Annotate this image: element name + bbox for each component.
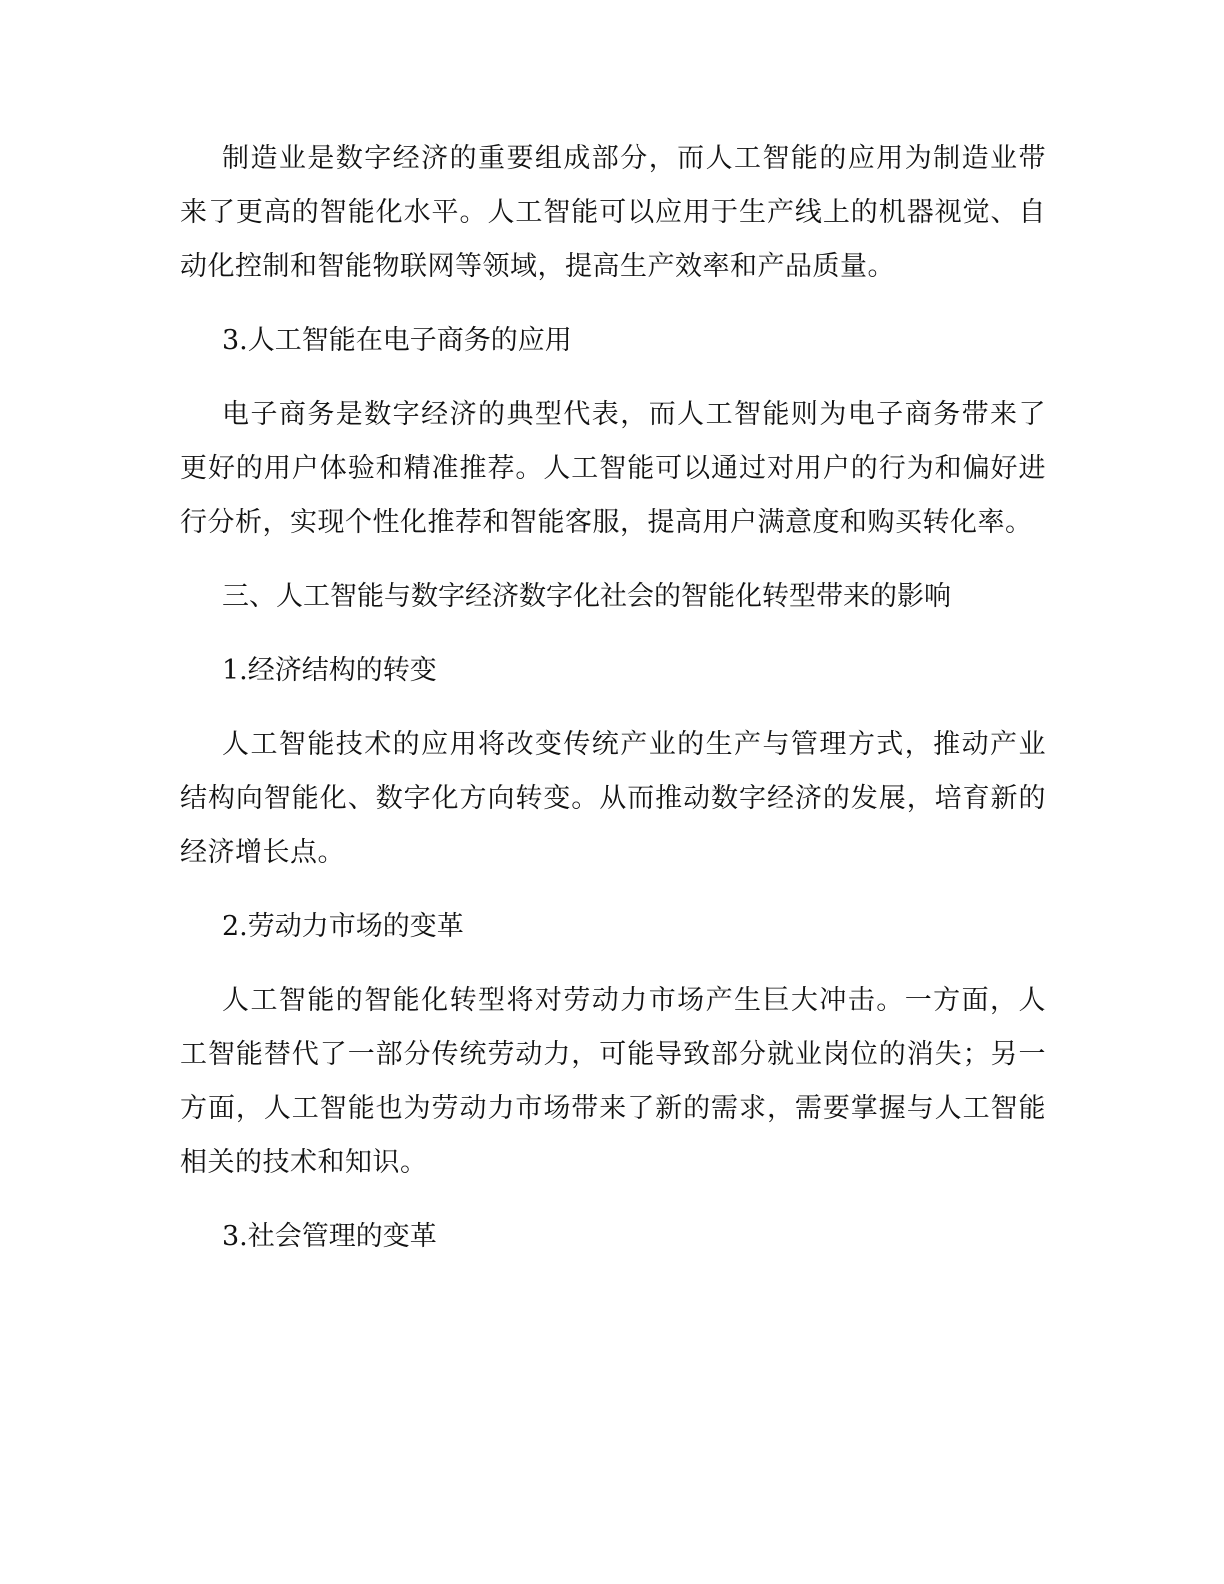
document-page xyxy=(180,132,1046,1264)
spacer xyxy=(180,624,1046,644)
spacer xyxy=(180,954,1046,974)
spacer xyxy=(180,880,1046,900)
section-heading-impact: 三、人工智能与数字经济数字化社会的智能化转型带来的影响 xyxy=(222,581,951,612)
spacer xyxy=(180,698,1046,718)
paragraph-economic-structure: 人工智能技术的应用将改变传统产业的生产与管理方式，推动产业结构向智能化、数字化方向转变。从而推动数字经济的发展，培育新的经济增长点。 xyxy=(180,729,1046,868)
spacer xyxy=(180,550,1046,570)
spacer xyxy=(180,368,1046,388)
heading-ecommerce: 3.人工智能在电子商务的应用 xyxy=(222,325,572,356)
paragraph-manufacturing: 制造业是数字经济的重要组成部分，而人工智能的应用为制造业带来了更高的智能化水平。人工智能可以应用于生产线上的机器视觉、自动化控制和智能物联网等领域，提高生产效率和产品质量。 xyxy=(180,143,1046,282)
heading-labor-market: 2.劳动力市场的变革 xyxy=(222,911,464,942)
spacer xyxy=(180,294,1046,314)
spacer xyxy=(180,1190,1046,1210)
heading-economic-structure: 1.经济结构的转变 xyxy=(222,655,437,686)
paragraph-labor-market: 人工智能的智能化转型将对劳动力市场产生巨大冲击。一方面，人工智能替代了一部分传统劳动力，可能导致部分就业岗位的消失；另一方面，人工智能也为劳动力市场带来了新的需求，需要掌握与人工智能相关的技术和知识。 xyxy=(180,985,1046,1178)
paragraph-ecommerce: 电子商务是数字经济的典型代表，而人工智能则为电子商务带来了更好的用户体验和精准推荐。人工智能可以通过对用户的行为和偏好进行分析，实现个性化推荐和智能客服，提高用户满意度和购买转化率。 xyxy=(180,399,1046,538)
heading-social-management: 3.社会管理的变革 xyxy=(222,1221,437,1252)
